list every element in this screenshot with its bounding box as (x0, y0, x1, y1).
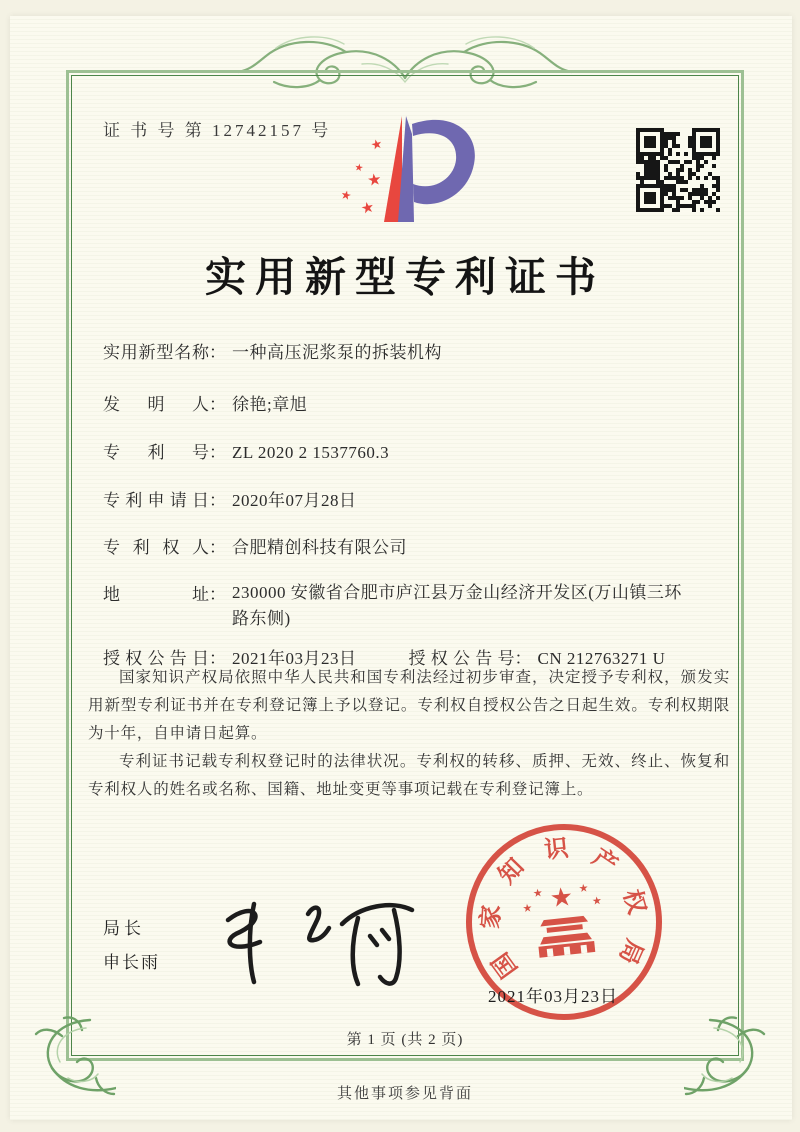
field-value-patentee: 合肥精创科技有限公司 (232, 538, 407, 557)
field-row-address (103, 580, 684, 632)
commissioner-title: 局长 (103, 919, 145, 938)
field-label-grant-no: 授权公告号 (408, 649, 515, 668)
qr-code (636, 128, 720, 212)
svg-text:★: ★ (591, 893, 603, 908)
legal-text (88, 664, 730, 804)
field-value-patent-no: ZL 2020 2 1537760.3 (232, 443, 390, 462)
field-row-name (103, 338, 442, 363)
certificate-paper (10, 16, 792, 1120)
commissioner-signature (208, 888, 423, 996)
certificate-title: 实用新型专利证书 (205, 254, 605, 300)
commissioner-name: 申长雨 (103, 953, 160, 972)
field-label-filing-date: 专利申请日 (103, 491, 209, 510)
certificate-number: 证 书 号 第 12742157 号 (103, 121, 332, 140)
field-value-grant-no: CN 212763271 U (537, 649, 666, 668)
svg-text:★: ★ (359, 197, 376, 218)
page-number: 第 1 页 (共 2 页) (346, 1032, 464, 1048)
field-colon: ： (209, 538, 226, 557)
field-label-address: 地址 (103, 585, 209, 604)
seal-arc-text: 国 家 知 识 产 权 局 (477, 835, 650, 982)
field-row-patentee (103, 533, 407, 558)
svg-text:★: ★ (532, 886, 544, 901)
svg-text:★: ★ (577, 881, 590, 896)
cnipa-logo (332, 108, 482, 230)
bottom-left-floral-ornament (32, 1012, 116, 1104)
field-colon: ： (209, 491, 226, 510)
field-colon: ： (514, 649, 532, 668)
field-colon: ： (209, 585, 226, 604)
legal-paragraph-1: 国家知识产权局依照中华人民共和国专利法经过初步审查，决定授予专利权，颁发实用新型专利证书并在专利登记簿上予以登记。专利权自授权公告之日起生效。专利权期限为十年，自申请日起算。 (88, 669, 730, 742)
svg-text:★: ★ (369, 136, 385, 154)
seal-date: 2021年03月23日 (488, 987, 618, 1006)
field-row-patent-no (103, 438, 389, 463)
field-colon: ： (209, 649, 226, 668)
bottom-right-floral-ornament (684, 1012, 768, 1104)
field-colon: ： (209, 343, 226, 362)
field-row-filing-date (103, 486, 357, 511)
field-colon: ： (209, 395, 226, 414)
back-side-note: 其他事项参见背面 (336, 1086, 473, 1102)
field-label-patentee: 专利权人 (103, 538, 209, 557)
field-label-grant-date: 授权公告日 (103, 649, 209, 668)
field-value-grant-date: 2021年03月23日 (232, 649, 357, 668)
field-value-filing-date: 2020年07月28日 (232, 491, 357, 510)
field-label-inventor: 发明人 (103, 395, 209, 414)
field-value-address: 230000 安徽省合肥市庐江县万金山经济开发区(万山镇三环路东侧) (232, 583, 682, 628)
field-value-name: 一种高压泥浆泵的拆装机构 (232, 343, 442, 362)
legal-paragraph-2: 专利证书记载专利权登记时的法律状况。专利权的转移、质押、无效、终止、恢复和专利权人的姓名或名称、国籍、地址变更等事项记载在专利登记簿上。 (88, 753, 730, 798)
svg-text:★: ★ (339, 187, 353, 204)
field-label-name: 实用新型名称 (103, 343, 209, 362)
field-value-inventor: 徐艳;章旭 (232, 395, 308, 414)
field-colon: ： (209, 443, 226, 462)
field-label-patent-no: 专利号 (103, 443, 209, 462)
svg-text:★: ★ (521, 901, 533, 916)
field-row-inventor (103, 390, 307, 415)
national-emblem-icon (509, 869, 619, 979)
svg-text:★: ★ (365, 169, 383, 190)
svg-text:★: ★ (353, 162, 365, 175)
svg-text:★: ★ (548, 881, 575, 915)
